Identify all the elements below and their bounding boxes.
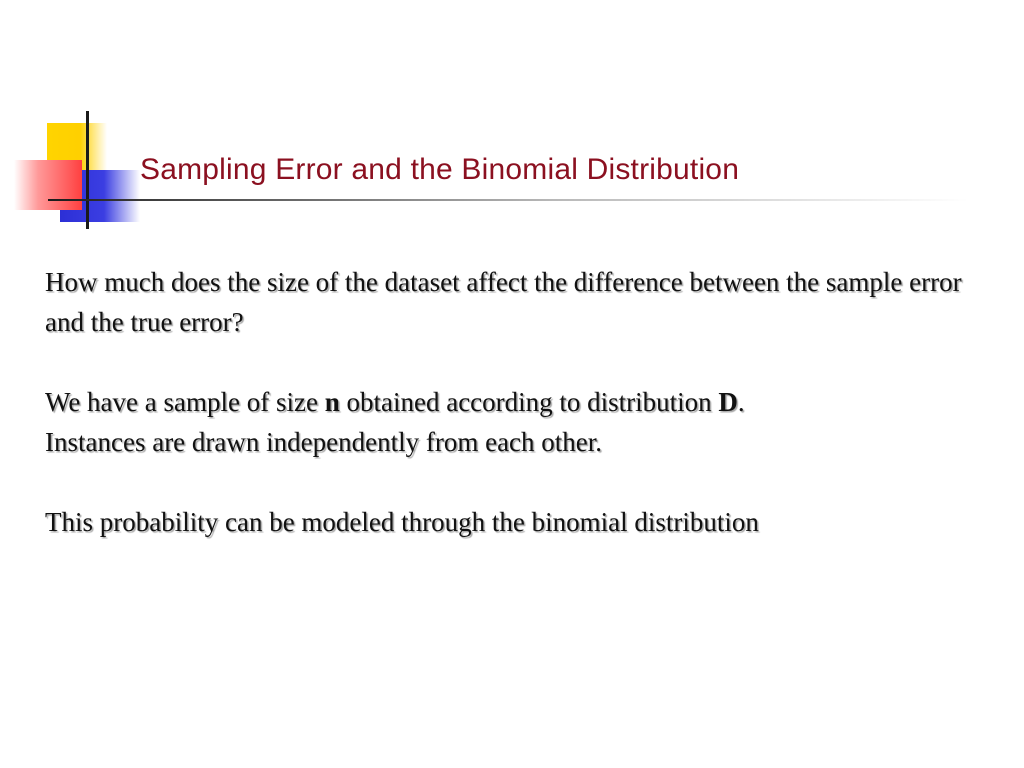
slide-body [45, 262, 995, 542]
title-underline [48, 199, 968, 201]
paragraph-sample [45, 382, 995, 462]
paragraph-sample-text-1: We have a sample of size [45, 387, 325, 417]
paragraph-sample-line-2: Instances are drawn independently from each other. [45, 427, 603, 457]
logo-vertical-line [86, 111, 89, 229]
slide-logo-icon [0, 0, 180, 240]
paragraph-sample-text-3: . [737, 387, 745, 417]
paragraph-dataset-question: How much does the size of the dataset affect the difference between the sample error and the true error? [45, 267, 962, 337]
paragraph-binomial: This probability can be modeled through the binomial distribution [45, 507, 759, 537]
bold-n: n [324, 387, 340, 417]
paragraph-sample-text-2: obtained according to distribution [339, 387, 719, 417]
logo-red-square [14, 160, 82, 210]
bold-d: D [718, 387, 738, 417]
slide-title: Sampling Error and the Binomial Distribution [140, 153, 740, 186]
